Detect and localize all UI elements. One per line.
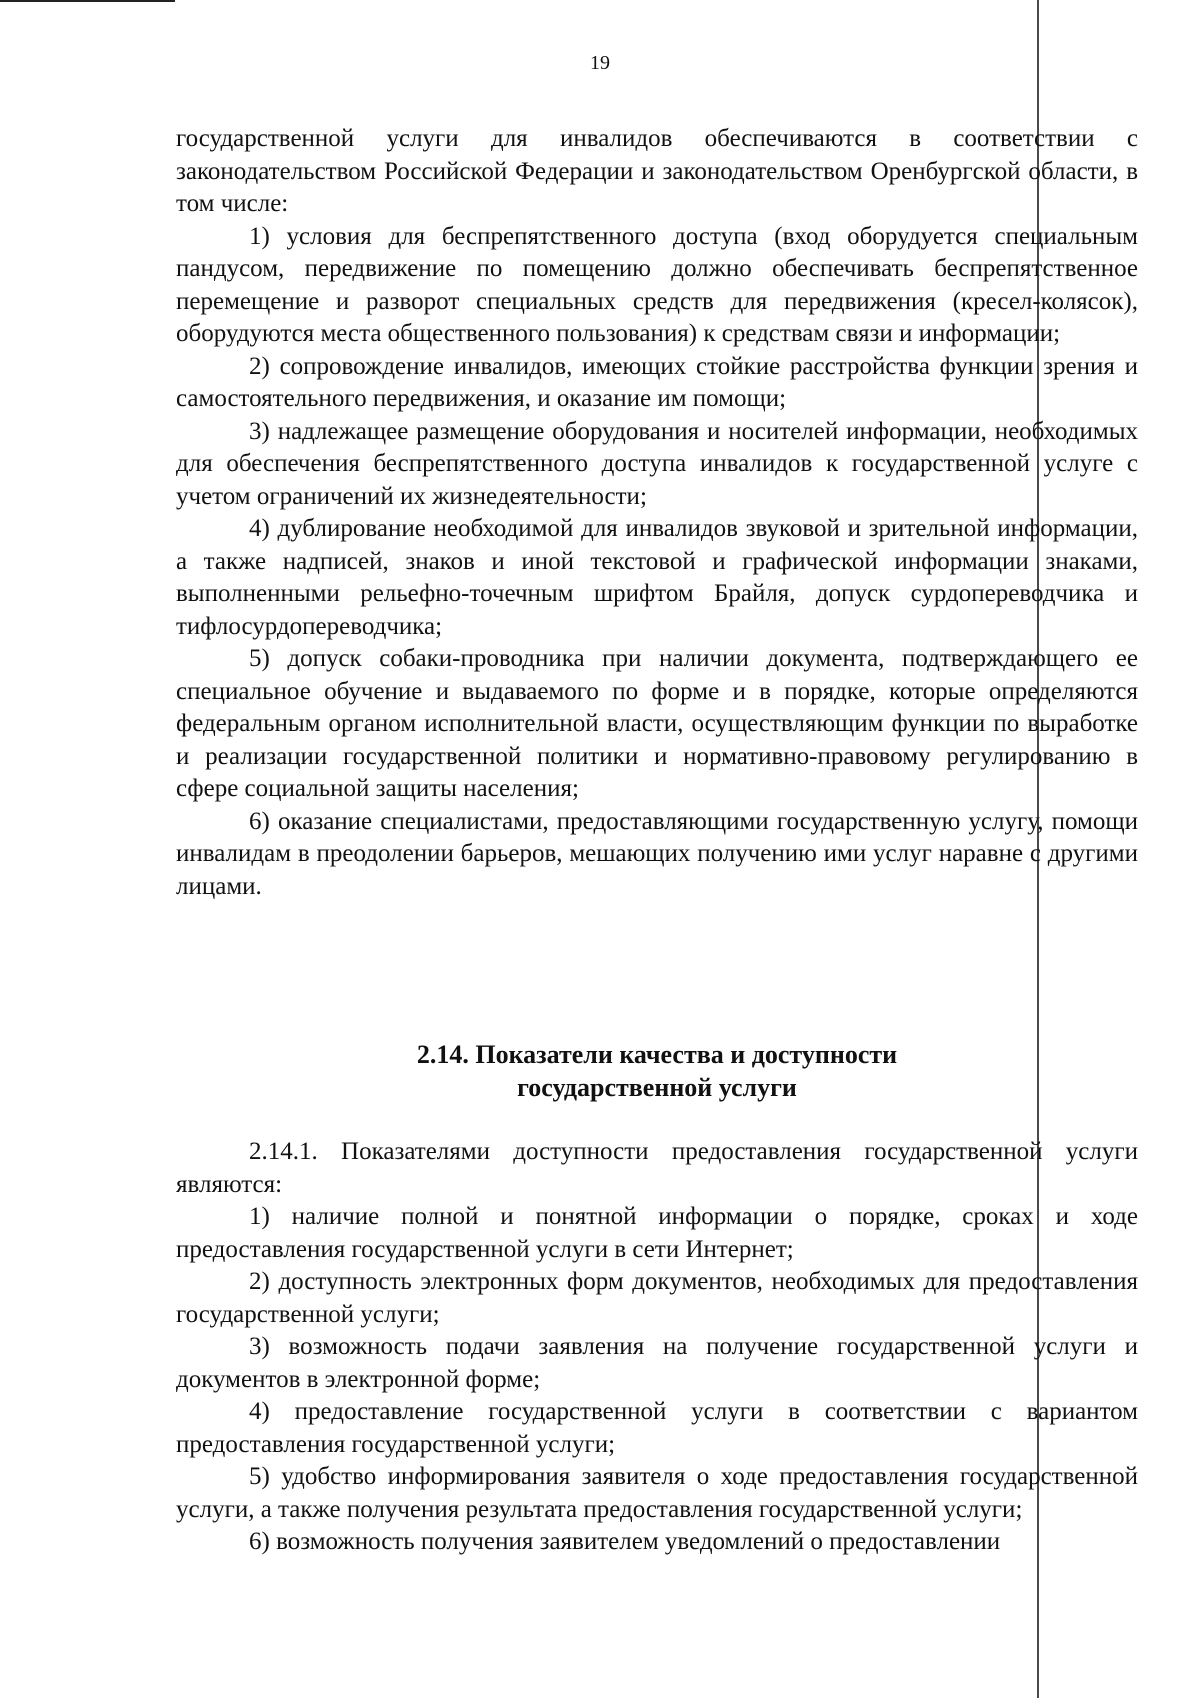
list-item: 1) условия для беспрепятственного доступа (вход оборудуется специальным пандусом, передвижение по помещению должно обеспечивать беспрепятственное перемещение и разворот специальных средств для передвижения (кресел-колясок), оборудуются места общественного пользования) к средствам связи и информации;: [176, 222, 1138, 347]
scan-edge-mark: [0, 0, 175, 2]
list-item: 4) предоставление государственной услуги в соответствии с вариантом предоставления государственной услуги;: [176, 1398, 1138, 1458]
paragraph-intro: 2.14.1. Показателями доступности предоставления государственной услуги являются:: [176, 1138, 1138, 1198]
section-accessibility-conditions: [176, 123, 1138, 903]
list-item: 3) возможность подачи заявления на получение государственной услуги и документов в электронной форме;: [176, 1333, 1138, 1393]
list-item: 6) оказание специалистами, предоставляющими государственную услугу, помощи инвалидам в преодолении барьеров, мешающих получению ими услуг наравне с другими лицами.: [176, 807, 1138, 900]
list-item: 5) удобство информирования заявителя о ходе предоставления государственной услуги, а также получения результата предоставления государственной услуги;: [176, 1463, 1138, 1523]
paragraph-intro: государственной услуги для инвалидов обеспечиваются в соответствии с законодательством Российской Федерации и законодательством Оренбургской области, в том числе:: [176, 125, 1138, 217]
list-item: 2) доступность электронных форм документов, необходимых для предоставления государственной услуги;: [176, 1268, 1138, 1328]
page-number: 19: [590, 52, 610, 74]
section-heading-line: государственной услуги: [517, 1073, 797, 1102]
list-item: 6) возможность получения заявителем уведомлений о предоставлении: [249, 1528, 1001, 1555]
section-heading-line: 2.14. Показатели качества и доступности: [416, 1040, 898, 1069]
section-quality-indicators: [176, 1136, 1138, 1559]
list-item: 5) допуск собаки-проводника при наличии документа, подтверждающего ее специальное обучение и выдаваемого по форме и в порядке, которые определяются федеральным органом исполнительной власти, осуществляющим функции по выработке и реализации государственной политики и нормативно-правовому регулированию в сфере социальной защиты населения;: [176, 645, 1138, 802]
list-item: 2) сопровождение инвалидов, имеющих стойкие расстройства функции зрения и самостоятельного передвижения, и оказание им помощи;: [176, 352, 1138, 412]
list-item: 4) дублирование необходимой для инвалидов звуковой и зрительной информации, а также надписей, знаков и иной текстовой и графической информации знаками, выполненными рельефно-точечным шрифтом Брайля, допуск сурдопереводчика и тифлосурдопереводчика;: [176, 515, 1138, 640]
section-heading: [176, 1038, 1138, 1104]
list-item: 1) наличие полной и понятной информации о порядке, сроках и ходе предоставления государственной услуги в сети Интернет;: [176, 1203, 1138, 1263]
list-item: 3) надлежащее размещение оборудования и носителей информации, необходимых для обеспечения беспрепятственного доступа инвалидов к государственной услуге с учетом ограничений их жизнедеятельности;: [176, 417, 1138, 510]
